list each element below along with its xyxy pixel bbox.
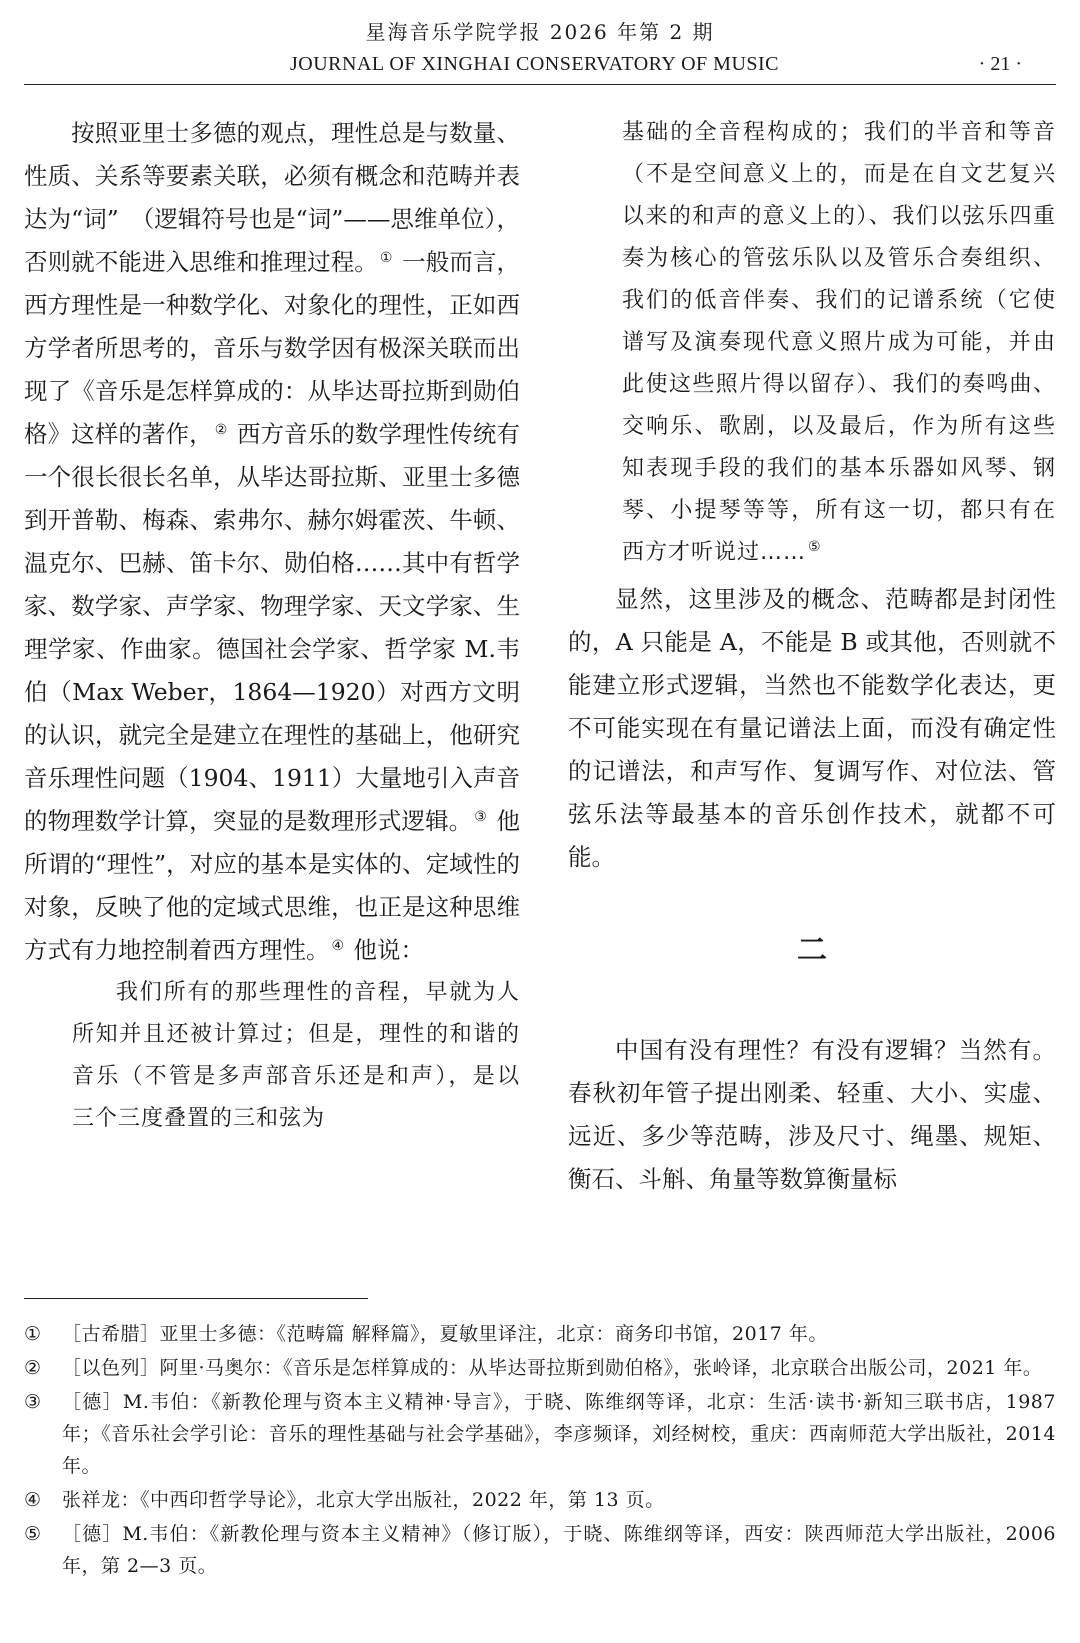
left-column: [24, 112, 520, 1140]
footnote-text: ［古希腊］亚里士多德：《范畴篇 解释篇》，夏敏里译注，北京：商务印书馆，2017 年。: [62, 1323, 828, 1345]
header-rule: [24, 84, 1056, 85]
footnote-ref-1[interactable]: ①: [379, 250, 393, 266]
footnote-marker: ①: [24, 1323, 42, 1345]
footnote-marker: ③: [24, 1391, 42, 1413]
footnote-text: 张祥龙：《中西印哲学导论》，北京大学出版社，2022 年，第 13 页。: [62, 1489, 665, 1511]
block-quote-start: 我们所有的那些理性的音程，早就为人所知并且还被计算过；但是，理性的和谐的音乐（不管是多声部音乐还是和声），是以三个三度叠置的三和弦为: [72, 980, 520, 1131]
body-paragraph-1: [24, 112, 520, 972]
footnote-rule: [24, 1298, 368, 1299]
paragraph-text: 西方音乐的数学理性传统有一个很长很长名单，从毕达哥拉斯、亚里士多德到开普勒、梅森、索弗尔、赫尔姆霍茨、牛顿、温克尔、巴赫、笛卡尔、勋伯格……其中有哲学家、数学家、声学家、物理学家、天文学家、生理学家、作曲家。德国社会学家、哲学家 M.韦伯（Max Weber，1864—1920）对西方文明的认识，就完全是建立在理性的基础上，他研究音乐理性问题（1904、1911）大量地引入声音的物理数学计算，突显的是数理形式逻辑。: [24, 420, 520, 835]
body-paragraph-3: 中国有没有理性？有没有逻辑？当然有。春秋初年管子提出刚柔、轻重、大小、实虚、远近、多少等范畴，涉及尺寸、绳墨、规矩、衡石、斗斛、角量等数算衡量标: [568, 1036, 1056, 1193]
page-number: · 21 ·: [978, 53, 1022, 75]
right-column: [568, 112, 1056, 1201]
footnote-ref-2[interactable]: ②: [214, 422, 228, 438]
body-paragraph-2: 显然，这里涉及的概念、范畴都是封闭性的，A 只能是 A，不能是 B 或其他，否则就不能建立形式逻辑，当然也不能数学化表达，更不可能实现在有量记谱法上面，而没有确定性的记谱法，和声写作、复调写作、对位法、管弦乐法等最基本的音乐创作技术，就都不可能。: [568, 585, 1056, 871]
footnote-5: [24, 1518, 1056, 1582]
footnote-ref-4[interactable]: ④: [331, 938, 345, 954]
footnote-text: ［德］M.韦伯：《新教伦理与资本主义精神·导言》，于晓、陈维纲等译，北京：生活·读书·新知三联书店，1987 年；《音乐社会学引论：音乐的理性基础与社会学基础》，李彦频译，刘经树校，重庆：西南师范大学出版社，2014 年。: [62, 1391, 1056, 1477]
quote-text: 基础的全音程构成的；我们的半音和等音（不是空间意义上的，而是在自文艺复兴以来的和声的意义上的）、我们以弦乐四重奏为核心的管弦乐队以及管乐合奏组织、我们的低音伴奏、我们的记谱系统（它使谱写及演奏现代意义照片成为可能，并由此使这些照片得以留存）、我们的奏鸣曲、交响乐、歌剧，以及最后，作为所有这些知表现手段的我们的基本乐器如风琴、钢琴、小提琴等等，所有这一切，都只有在西方才听说过……: [622, 120, 1056, 565]
footnote-text: ［以色列］阿里·马奥尔：《音乐是怎样算成的：从毕达哥拉斯到勋伯格》，张岭译，北京联合出版公司，2021 年。: [62, 1357, 1043, 1379]
footnote-text: ［德］M.韦伯：《新教伦理与资本主义精神》（修订版），于晓、陈维纲等译，西安：陕西师范大学出版社，2006 年，第 2—3 页。: [62, 1523, 1056, 1577]
running-header-english: JOURNAL OF XINGHAI CONSERVATORY OF MUSIC: [290, 53, 780, 75]
footnote-marker: ⑤: [24, 1523, 42, 1545]
paragraph-text: 按照亚里士多德的观点，理性总是与数量、性质、关系等要素关联，必须有概念和范畴并表达为“词” （逻辑符号也是“词”——思维单位），否则就不能进入思维和推理过程。: [24, 119, 520, 276]
footnote-4: [24, 1484, 1056, 1516]
section-heading: 二: [797, 933, 827, 968]
running-header-chinese: 星海音乐学院学报 2026 年第 2 期: [365, 20, 715, 44]
footnotes: [24, 1318, 1056, 1584]
footnote-marker: ②: [24, 1357, 42, 1379]
footnote-ref-5[interactable]: ⑤: [808, 539, 822, 555]
paragraph-text: 他说：: [346, 936, 425, 964]
block-quote-continuation: [568, 112, 1056, 574]
footnote-2: [24, 1352, 1056, 1384]
footnote-3: [24, 1386, 1056, 1482]
footnote-marker: ④: [24, 1489, 42, 1511]
footnote-ref-3[interactable]: ③: [474, 809, 487, 825]
paragraph-text: 一般而言，西方理性是一种数学化、对象化的理性，正如西方学者所思考的，音乐与数学因有极深关联而出现了《音乐是怎样算成的：从毕达哥拉斯到勋伯格》这样的著作，: [24, 248, 520, 448]
paragraph-text: 他所谓的“理性”，对应的基本是实体的、定域性的对象，反映了他的定域式思维，也正是这种思维方式有力地控制着西方理性。: [24, 807, 521, 964]
footnote-1: [24, 1318, 1056, 1350]
